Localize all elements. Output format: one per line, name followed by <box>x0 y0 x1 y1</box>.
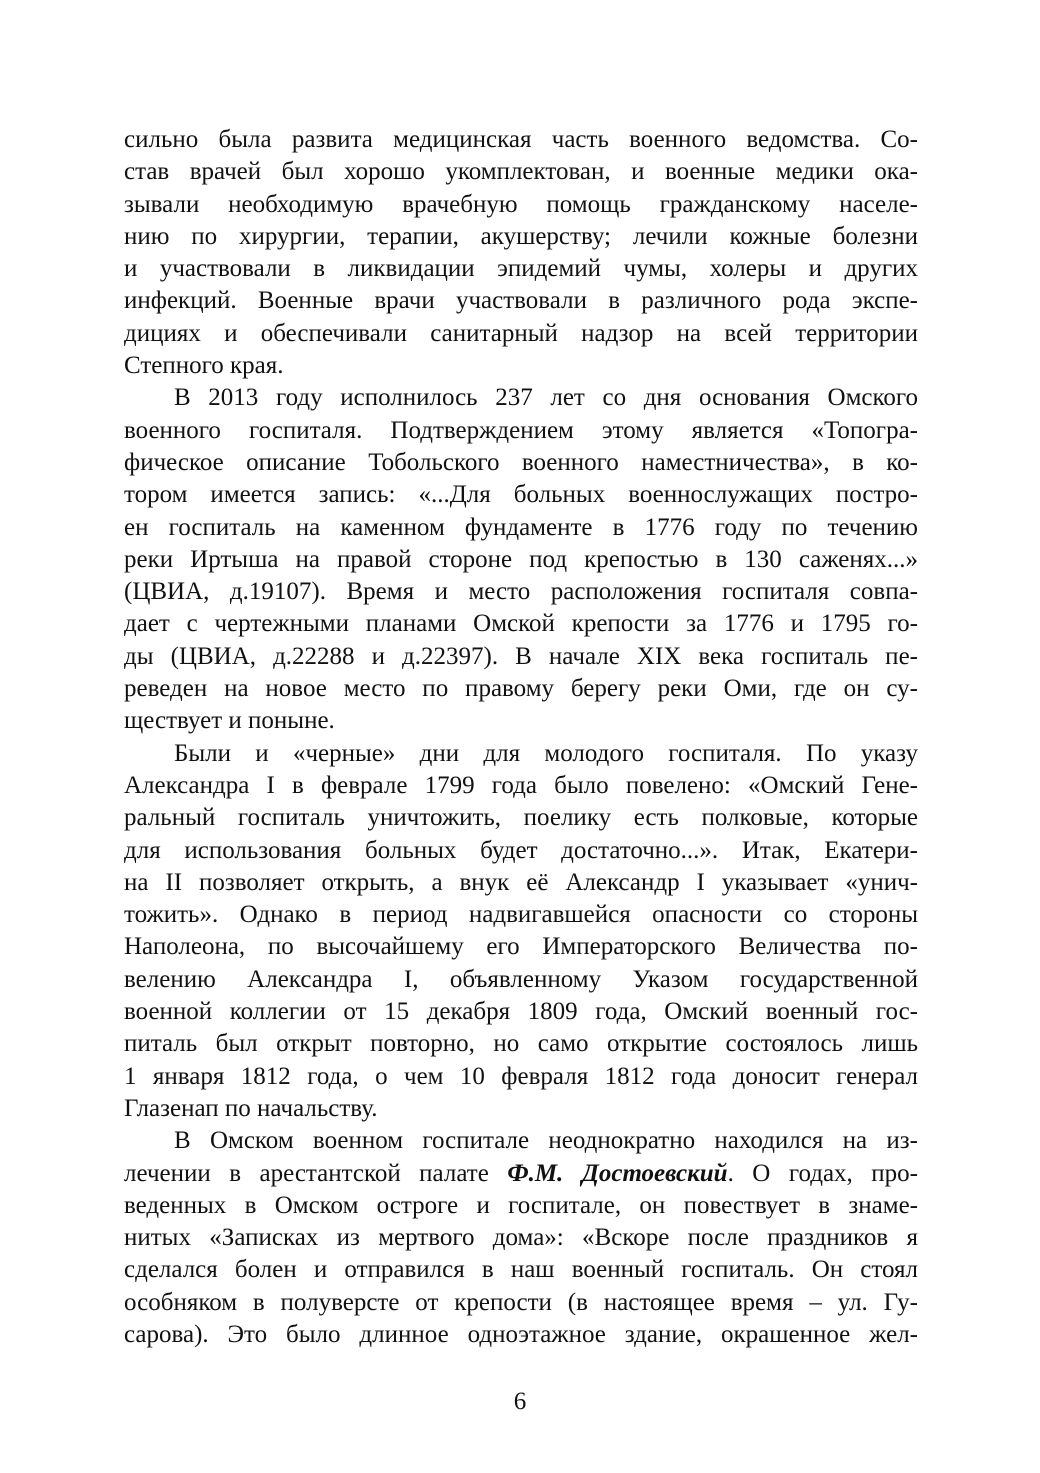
text-line: ральный госпиталь уничтожить, поелику есть полковые, которые <box>124 804 918 832</box>
text-line: особняком в полуверсте от крепости (в настоящее время – ул. Гу- <box>124 1288 918 1316</box>
page-body <box>124 124 918 1351</box>
text-line: тором имеется запись: «...Для больных военнослужащих постро- <box>124 481 918 509</box>
text-line: для использования больных будет достаточно...». Итак, Екатери- <box>124 836 918 864</box>
text-fragment: . О годах, про- <box>727 1159 918 1187</box>
text-line: ды (ЦВИА, д.22288 и д.22397). В начале XIX века госпиталь пе- <box>124 642 918 670</box>
text-line: велению Александра I, объявленному Указом государственной <box>124 965 918 993</box>
text-line: зывали необходимую врачебную помощь гражданскому населе- <box>124 190 918 218</box>
paragraph-4 <box>124 1125 918 1351</box>
text-line: В 2013 году исполнилось 237 лет со дня основания Омского <box>174 384 918 412</box>
text-line: нитых «Записках из мертвого дома»: «Вскоре после праздников я <box>124 1224 918 1252</box>
text-line: сарова). Это было длинное одноэтажное здание, окрашенное жел- <box>124 1320 918 1348</box>
text-line: инфекций. Военные врачи участвовали в различного рода экспе- <box>124 287 918 315</box>
author-name: Ф.М. Достоевский <box>507 1159 728 1187</box>
text-line: 1 января 1812 года, о чем 10 февраля 1812 года доносит генерал <box>124 1062 918 1090</box>
text-line: ществует и поныне. <box>124 707 335 735</box>
text-line: В Омском военном госпитале неоднократно находился на из- <box>174 1127 918 1155</box>
paragraph-1 <box>124 124 918 382</box>
text-line: Степного края. <box>124 352 284 380</box>
text-line: (ЦВИА, д.19107). Время и место расположения госпиталя совпа- <box>124 578 918 606</box>
text-line: веденных в Омском остроге и госпитале, он повествует в знаме- <box>124 1191 918 1219</box>
text-line: питаль был открыт повторно, но само открытие состоялось лишь <box>124 1030 918 1058</box>
text-line: став врачей был хорошо укомплектован, и военные медики ока- <box>124 158 918 186</box>
text-line: реведен на новое место по правому берегу реки Оми, где он су- <box>124 675 918 703</box>
text-line: дициях и обеспечивали санитарный надзор на всей территории <box>124 319 918 347</box>
text-line: дает с чертежными планами Омской крепости за 1776 и 1795 го- <box>124 610 918 638</box>
paragraph-2 <box>124 382 918 737</box>
text-line: военной коллегии от 15 декабря 1809 года, Омский военный гос- <box>124 998 918 1026</box>
text-line: Александра I в феврале 1799 года было повелено: «Омский Гене- <box>124 771 918 799</box>
text-line: военного госпиталя. Подтверждением этому является «Топогра- <box>124 416 918 444</box>
text-line: реки Иртыша на правой стороне под крепостью в 130 саженях...» <box>124 545 918 573</box>
paragraph-3 <box>124 738 918 1126</box>
text-line: сильно была развита медицинская часть военного ведомства. Со- <box>124 126 918 153</box>
text-line: сделался болен и отправился в наш военный госпиталь. Он стоял <box>124 1256 918 1284</box>
page-number: 6 <box>513 1388 527 1415</box>
text-line: и участвовали в ликвидации эпидемий чумы, холеры и других <box>124 255 918 283</box>
text-line: Наполеона, по высочайшему его Императорского Величества по- <box>124 933 918 961</box>
text-line <box>124 1158 918 1190</box>
text-line: на II позволяет открыть, а внук её Александр I указывает «унич- <box>124 868 918 896</box>
text-line: фическое описание Тобольского военного наместничества», в ко- <box>124 448 918 476</box>
text-line: тожить». Однако в период надвигавшейся опасности со стороны <box>124 901 918 929</box>
text-line: Были и «черные» дни для молодого госпиталя. По указу <box>174 739 918 767</box>
text-line: Глазенап по начальству. <box>124 1094 378 1122</box>
text-line: нию по хирургии, терапии, акушерству; лечили кожные болезни <box>124 222 918 250</box>
text-fragment: лечении в арестантской палате <box>124 1159 508 1187</box>
text-line: ен госпиталь на каменном фундаменте в 1776 году по течению <box>124 513 918 541</box>
